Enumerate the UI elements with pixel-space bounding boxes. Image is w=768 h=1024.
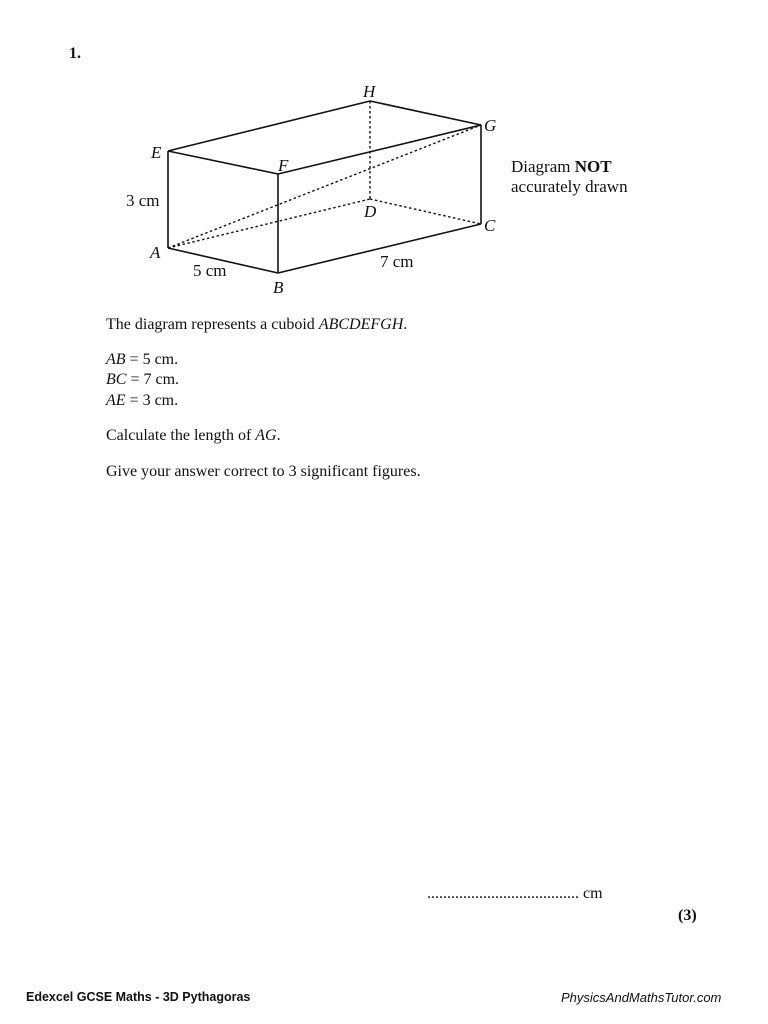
task-sentence	[106, 426, 281, 446]
intro-end: .	[403, 316, 408, 333]
fact-var: AE	[106, 392, 126, 409]
note-bold: NOT	[574, 157, 612, 176]
cuboid-diagram	[0, 0, 768, 320]
fact-value: = 7 cm.	[126, 371, 180, 388]
fact-var: AB	[106, 351, 126, 368]
task-end: .	[276, 427, 281, 444]
footer-title: Edexcel GCSE Maths - 3D Pythagoras	[26, 990, 251, 1004]
task-text: Calculate the length of	[106, 427, 256, 444]
vertex-label-C: C	[484, 216, 496, 235]
dimension-label-height: 3 cm	[126, 191, 160, 210]
fact-value: = 3 cm.	[125, 392, 179, 409]
intro-sentence	[106, 315, 407, 335]
hidden-edge-AD	[168, 199, 370, 248]
edge-EH	[168, 101, 370, 151]
instruction-sentence: Give your answer correct to 3 significant figures.	[106, 463, 421, 480]
answer-dots[interactable]: ......................................	[427, 885, 579, 902]
question-number: 1.	[69, 45, 81, 62]
vertex-label-H: H	[363, 82, 376, 101]
answer-unit: cm	[579, 885, 603, 902]
vertex-label-F: F	[278, 156, 289, 175]
vertex-label-E: E	[151, 143, 162, 162]
vertex-label-D: D	[364, 202, 377, 221]
edge-EF	[168, 151, 278, 174]
hidden-edge-DC	[370, 199, 481, 224]
task-var: AG	[255, 427, 277, 444]
edge-HG	[370, 101, 481, 125]
dimension-label-width: 5 cm	[193, 261, 227, 280]
fact-line-ae	[106, 391, 178, 411]
vertex-label-G: G	[484, 116, 497, 135]
diagram-note	[511, 157, 628, 197]
diagonal-AG	[168, 125, 481, 248]
cuboid-name: ABCDEFGH	[318, 316, 404, 333]
fact-value: = 5 cm.	[125, 351, 179, 368]
note-line2: accurately drawn	[511, 177, 628, 196]
edge-FG	[278, 125, 481, 174]
dimension-label-length: 7 cm	[380, 252, 414, 271]
vertex-label-A: A	[150, 243, 161, 262]
fact-line-bc	[106, 370, 179, 390]
vertex-label-B: B	[273, 278, 284, 297]
note-prefix: Diagram	[511, 157, 575, 176]
fact-var: BC	[106, 371, 127, 388]
footer-site: PhysicsAndMathsTutor.com	[561, 990, 722, 1005]
fact-line-ab	[106, 350, 178, 370]
marks: (3)	[678, 907, 697, 924]
intro-text: The diagram represents a cuboid	[106, 316, 319, 333]
answer-line[interactable]	[427, 885, 603, 903]
